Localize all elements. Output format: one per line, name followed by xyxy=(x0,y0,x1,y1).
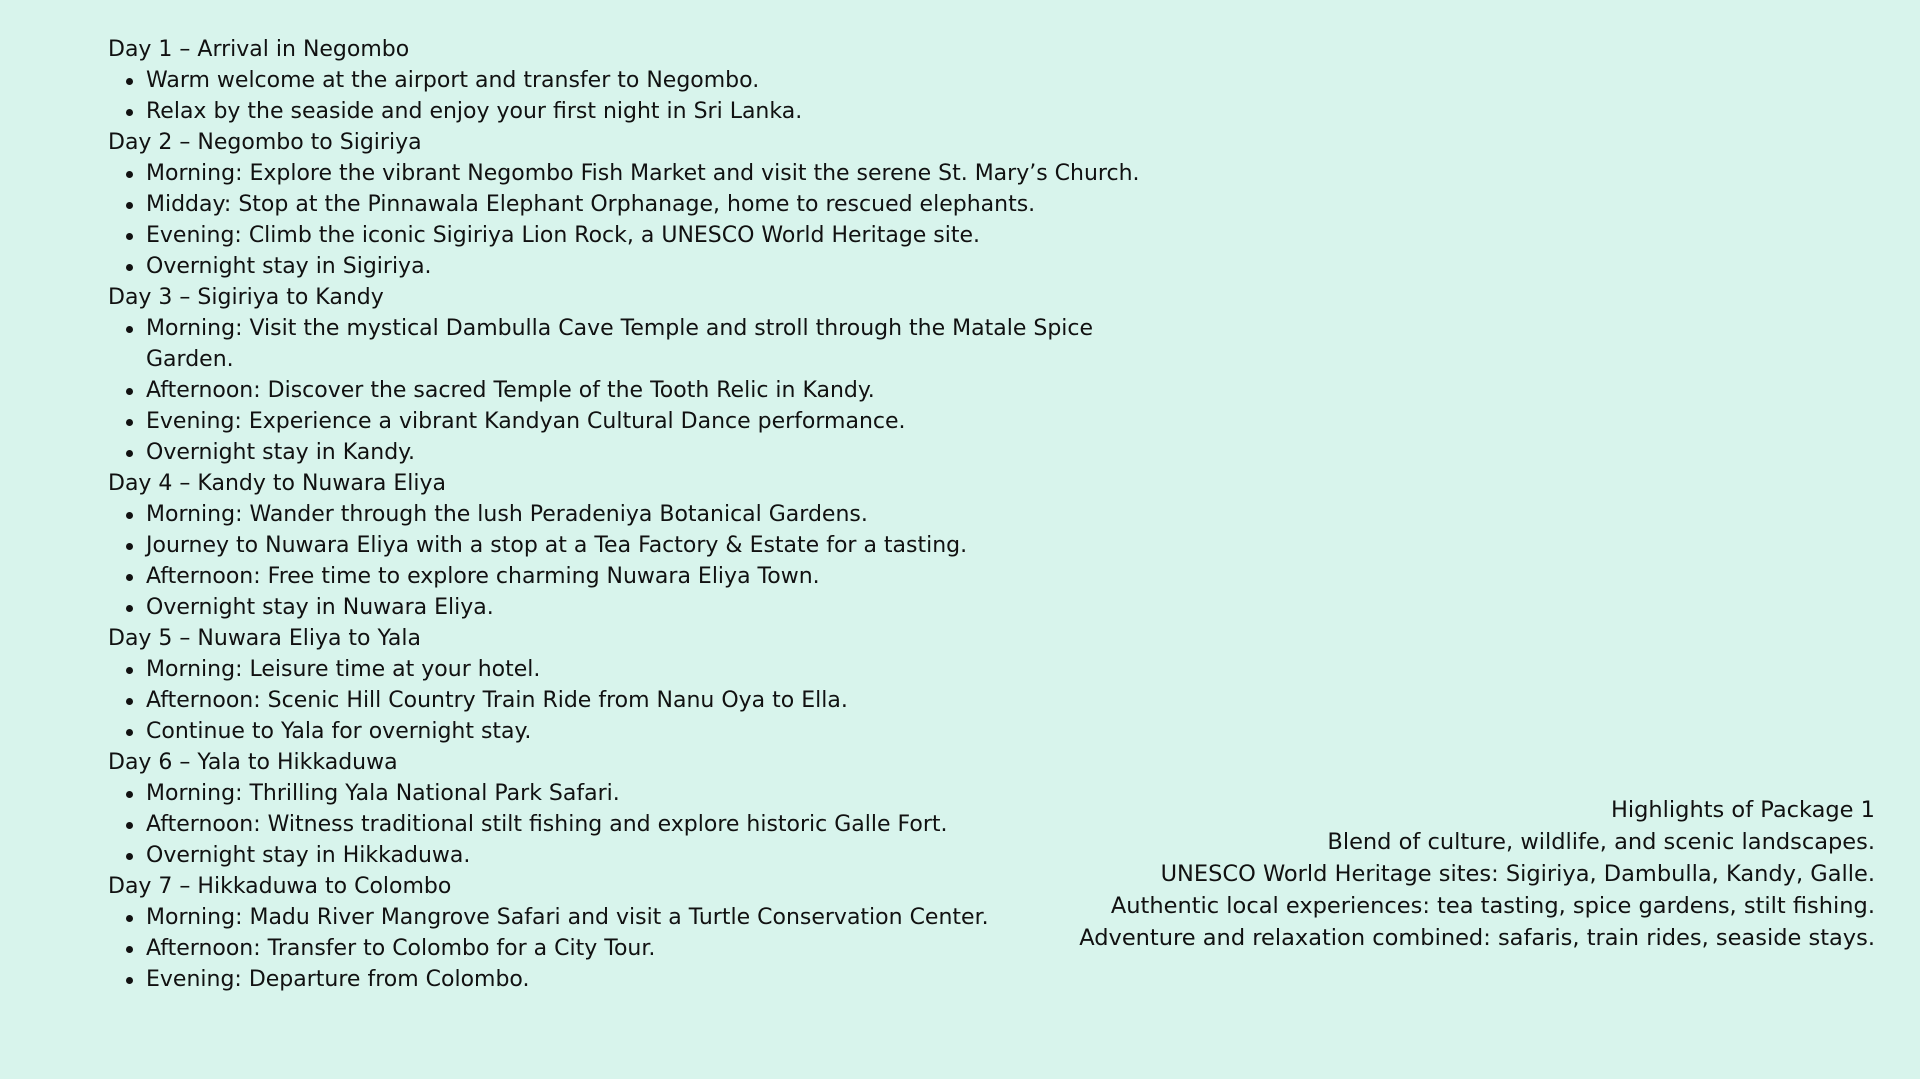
itinerary xyxy=(108,34,1168,995)
list-item: Warm welcome at the airport and transfer to Negombo. xyxy=(146,65,1168,96)
list-item: Afternoon: Free time to explore charming Nuwara Eliya Town. xyxy=(146,561,1168,592)
day-7-section xyxy=(108,871,1168,995)
day-7-list xyxy=(108,902,1168,995)
day-2-list xyxy=(108,158,1168,282)
day-3-list xyxy=(108,313,1168,468)
list-item: Evening: Departure from Colombo. xyxy=(146,964,1168,995)
list-item: Morning: Thrilling Yala National Park Safari. xyxy=(146,778,1168,809)
highlight-line: Adventure and relaxation combined: safaris, train rides, seaside stays. xyxy=(1079,925,1875,951)
day-6-title: Day 6 – Yala to Hikkaduwa xyxy=(108,750,398,775)
day-1-section xyxy=(108,34,1168,127)
highlight-line: Authentic local experiences: tea tasting, spice gardens, stilt fishing. xyxy=(1110,893,1875,919)
day-2-title: Day 2 – Negombo to Sigiriya xyxy=(108,130,422,155)
list-item: Evening: Experience a vibrant Kandyan Cultural Dance performance. xyxy=(146,406,1168,437)
day-5-section xyxy=(108,623,1168,747)
day-5-title: Day 5 – Nuwara Eliya to Yala xyxy=(108,626,421,651)
list-item: Overnight stay in Hikkaduwa. xyxy=(146,840,1168,871)
day-6-list xyxy=(108,778,1168,871)
highlights-title: Highlights of Package 1 xyxy=(1610,797,1875,823)
highlight-line: Blend of culture, wildlife, and scenic landscapes. xyxy=(1327,829,1875,855)
list-item: Afternoon: Discover the sacred Temple of the Tooth Relic in Kandy. xyxy=(146,375,1168,406)
day-7-title: Day 7 – Hikkaduwa to Colombo xyxy=(108,874,452,899)
day-2-section xyxy=(108,127,1168,282)
day-6-section xyxy=(108,747,1168,871)
list-item: Journey to Nuwara Eliya with a stop at a Tea Factory & Estate for a tasting. xyxy=(146,530,1168,561)
list-item: Morning: Wander through the lush Peradeniya Botanical Gardens. xyxy=(146,499,1168,530)
day-4-list xyxy=(108,499,1168,623)
day-1-title: Day 1 – Arrival in Negombo xyxy=(108,37,410,62)
list-item: Overnight stay in Sigiriya. xyxy=(146,251,1168,282)
list-item: Midday: Stop at the Pinnawala Elephant Orphanage, home to rescued elephants. xyxy=(146,189,1168,220)
list-item: Morning: Visit the mystical Dambulla Cave Temple and stroll through the Matale Spice Garden. xyxy=(146,313,1168,375)
day-5-list xyxy=(108,654,1168,747)
list-item: Morning: Madu River Mangrove Safari and visit a Turtle Conservation Center. xyxy=(146,902,1168,933)
list-item: Relax by the seaside and enjoy your first night in Sri Lanka. xyxy=(146,96,1168,127)
highlights-panel xyxy=(1055,794,1875,954)
list-item: Afternoon: Witness traditional stilt fishing and explore historic Galle Fort. xyxy=(146,809,1168,840)
list-item: Afternoon: Scenic Hill Country Train Ride from Nanu Oya to Ella. xyxy=(146,685,1168,716)
day-3-section xyxy=(108,282,1168,468)
list-item: Afternoon: Transfer to Colombo for a City Tour. xyxy=(146,933,1168,964)
list-item: Overnight stay in Nuwara Eliya. xyxy=(146,592,1168,623)
list-item: Morning: Leisure time at your hotel. xyxy=(146,654,1168,685)
list-item: Morning: Explore the vibrant Negombo Fish Market and visit the serene St. Mary’s Church. xyxy=(146,158,1168,189)
day-1-list xyxy=(108,65,1168,127)
list-item: Continue to Yala for overnight stay. xyxy=(146,716,1168,747)
day-4-section xyxy=(108,468,1168,623)
day-3-title: Day 3 – Sigiriya to Kandy xyxy=(108,285,384,310)
list-item: Evening: Climb the iconic Sigiriya Lion Rock, a UNESCO World Heritage site. xyxy=(146,220,1168,251)
day-4-title: Day 4 – Kandy to Nuwara Eliya xyxy=(108,471,446,496)
list-item: Overnight stay in Kandy. xyxy=(146,437,1168,468)
highlight-line: UNESCO World Heritage sites: Sigiriya, Dambulla, Kandy, Galle. xyxy=(1160,861,1875,887)
